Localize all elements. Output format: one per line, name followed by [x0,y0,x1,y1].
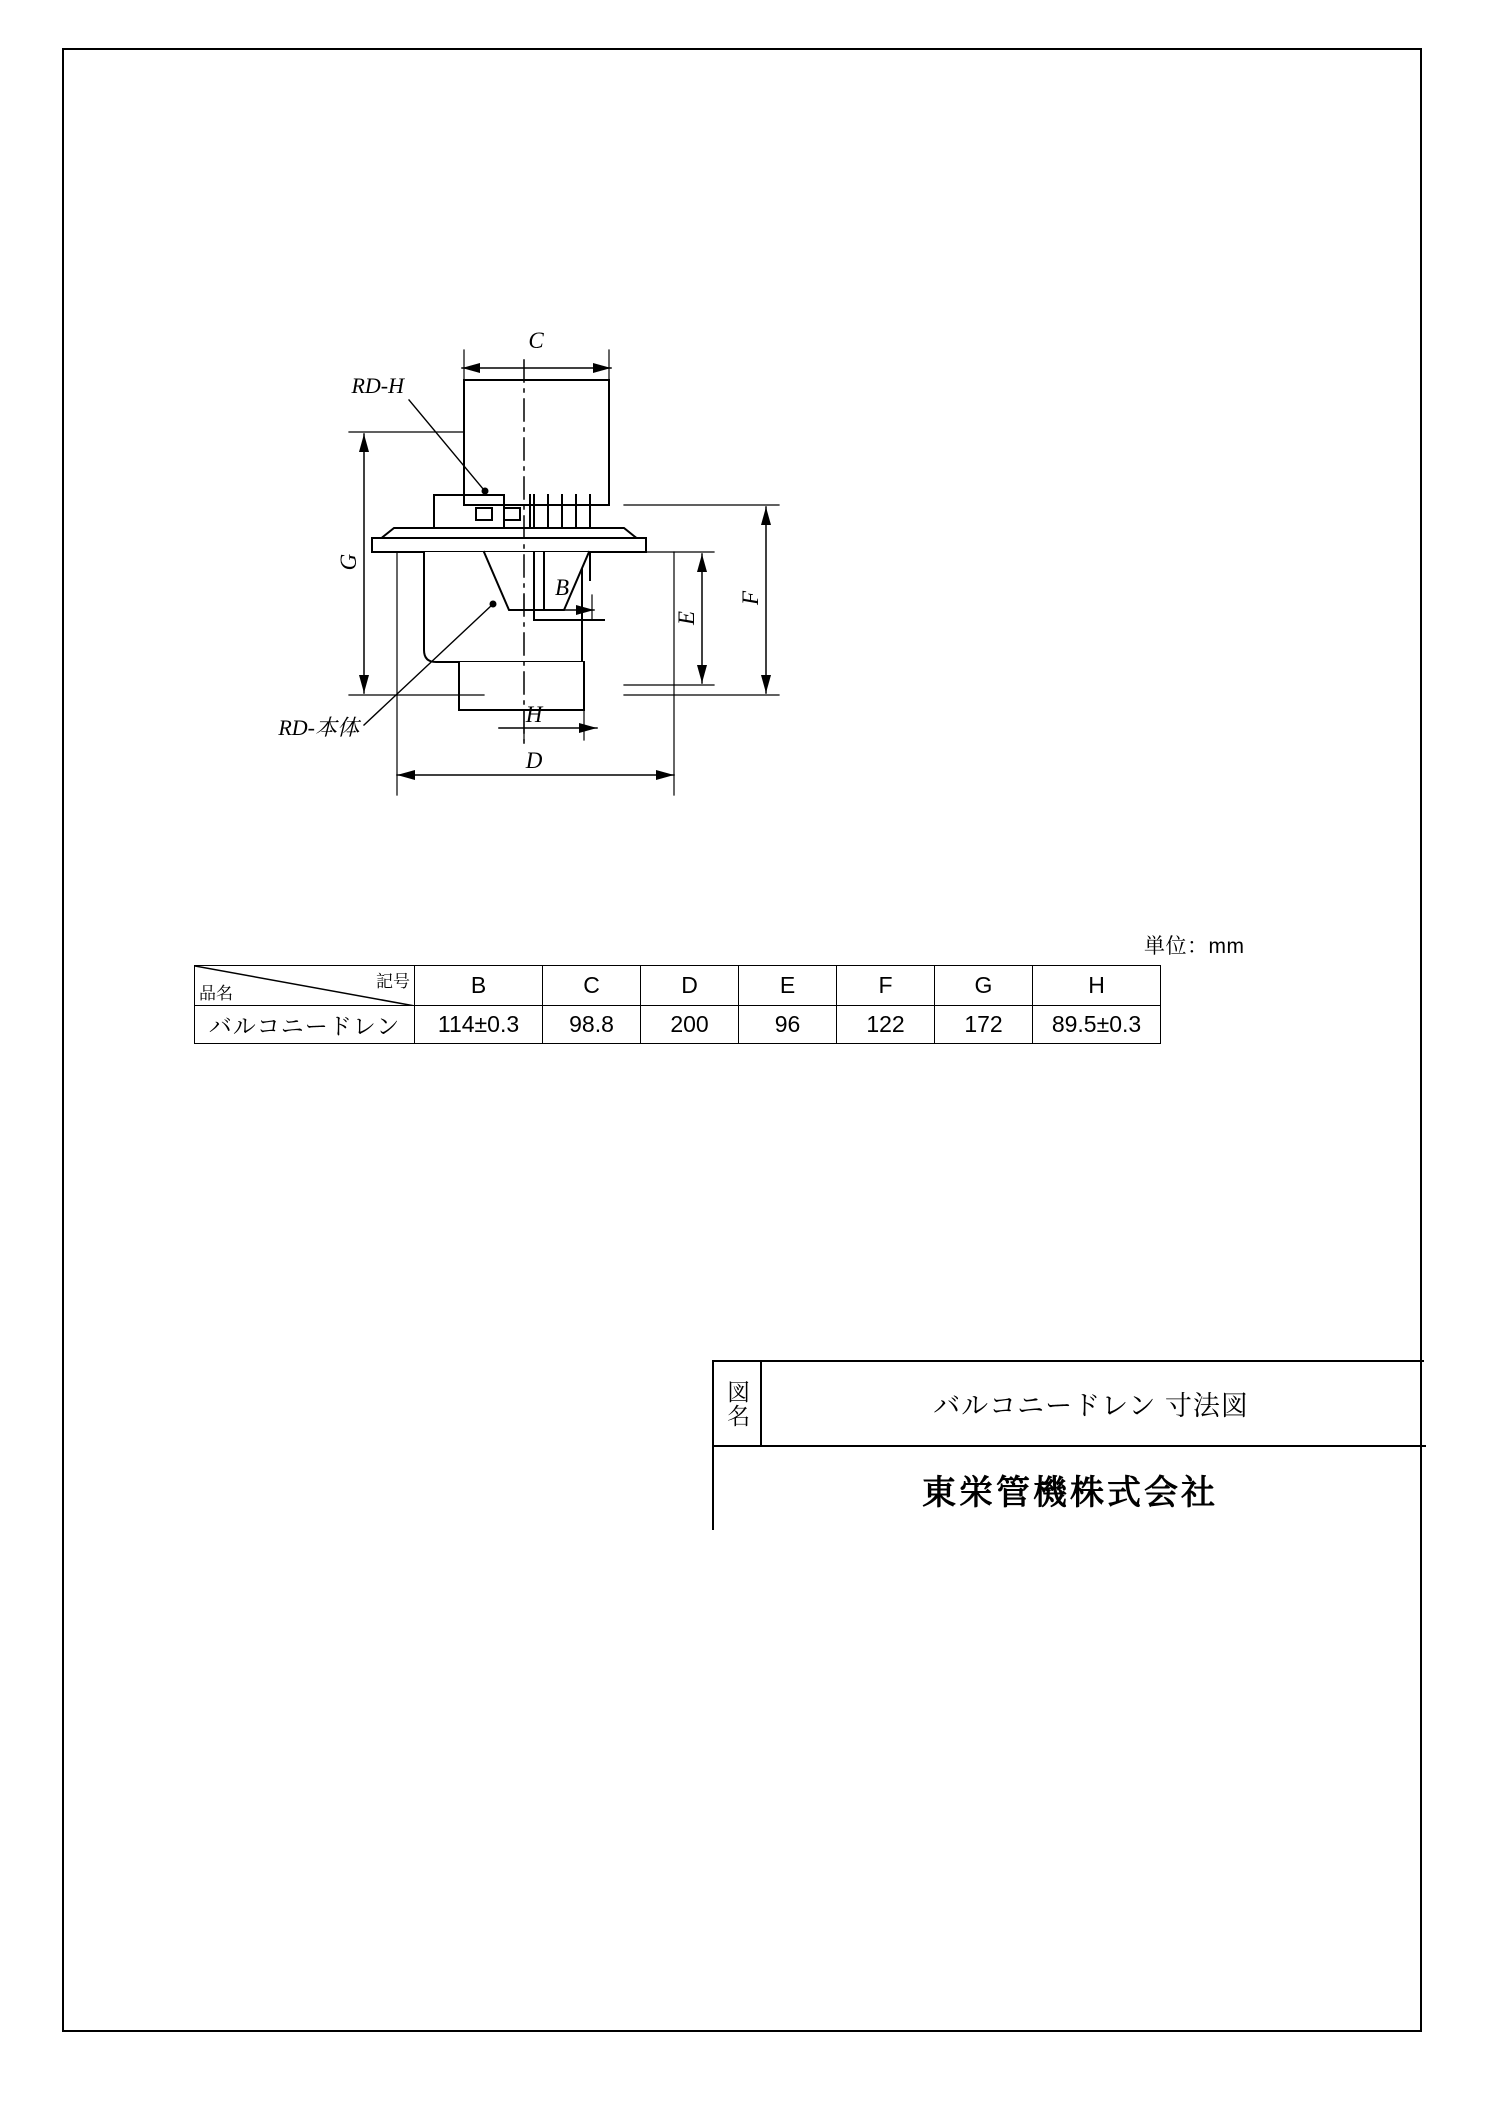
dimension-label-D: D [525,748,543,773]
cell-C: 98.8 [543,1006,641,1044]
dimension-label-H: H [525,702,543,727]
dimension-label-C: C [528,328,544,353]
cell-D: 200 [641,1006,739,1044]
column-header-H: H [1033,966,1161,1006]
column-header-C: C [543,966,641,1006]
drawing-sheet [62,48,1422,2032]
table-header-row [195,966,1161,1006]
row-product-name: バルコニードレン [195,1006,415,1044]
title-block-row-title [714,1362,1426,1447]
dimension-label-F: F [738,590,763,606]
corner-col-label: 記号 [376,972,410,991]
cell-E: 96 [739,1006,837,1044]
title-block [712,1360,1424,1530]
table-corner-cell [195,966,415,1006]
column-header-D: D [641,966,739,1006]
table-row [195,1006,1161,1044]
column-header-B: B [415,966,543,1006]
title-block-row-company [714,1447,1426,1532]
cell-G: 172 [935,1006,1033,1044]
dimension-drawing [64,50,1424,1050]
drawing-title: バルコニードレン 寸法図 [933,1391,1249,1421]
cell-H: 89.5±0.3 [1033,1006,1161,1044]
company-name: 東栄管機株式会社 [922,1474,1218,1512]
cell-B: 114±0.3 [415,1006,543,1044]
part-label-rd-h: RD-H [351,373,404,398]
dimension-table [194,965,1161,1044]
dimension-label-G: G [336,553,361,571]
dimension-label-E: E [674,610,699,626]
column-header-F: F [837,966,935,1006]
column-header-E: E [739,966,837,1006]
column-header-G: G [935,966,1033,1006]
dimension-label-B: B [554,575,570,600]
part-label-rd-body: RD-本体 [278,715,359,740]
title-block-label: 図名 [714,1362,762,1445]
corner-row-label: 品名 [199,984,233,1003]
cell-F: 122 [837,1006,935,1044]
unit-note: 単位：mm [1144,935,1245,958]
